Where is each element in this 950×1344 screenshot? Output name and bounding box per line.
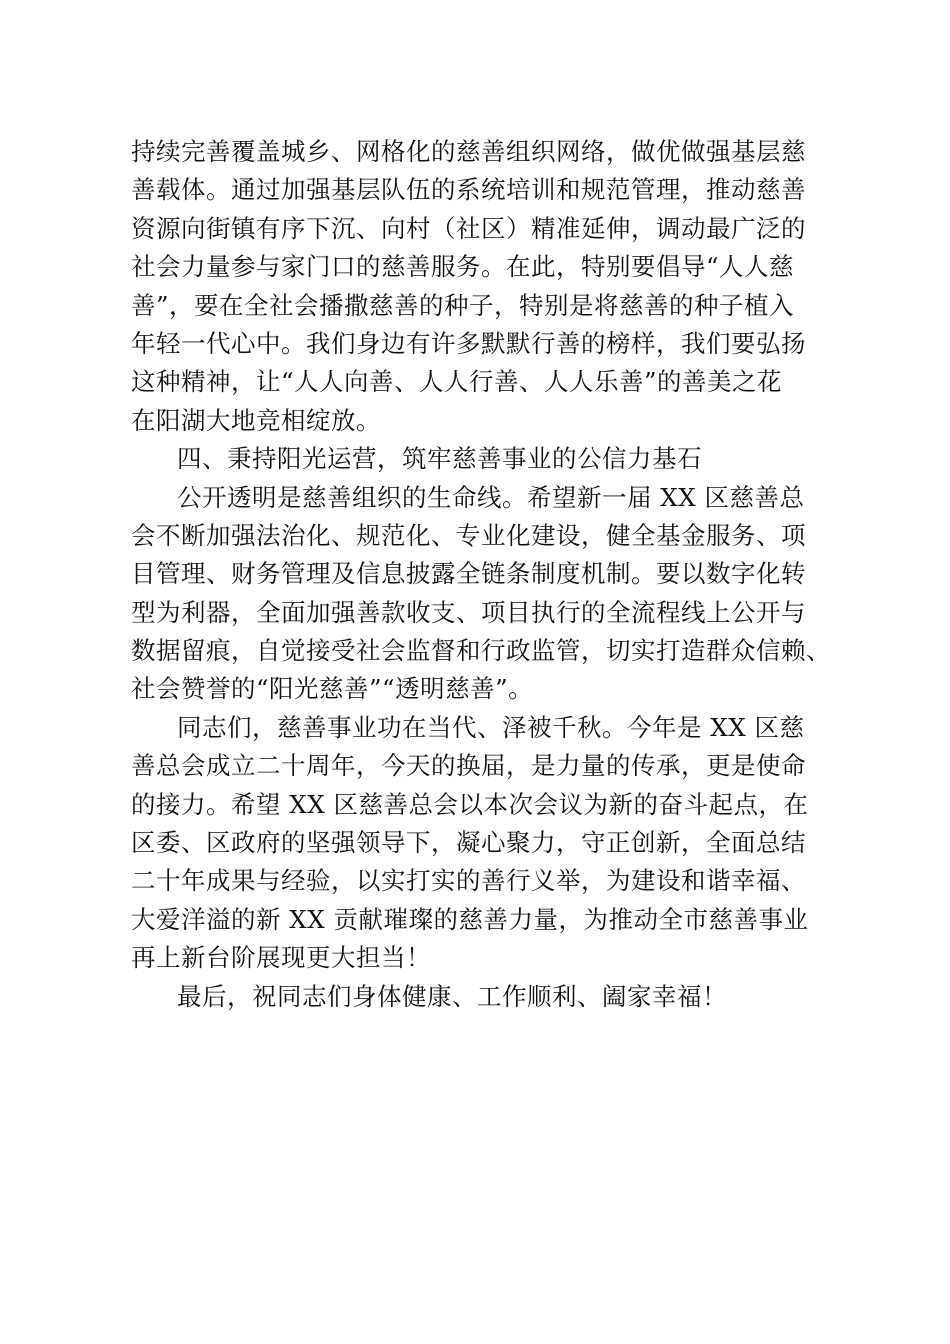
- text-line: 善”，要在全社会播撒慈善的种子，特别是将慈善的种子植入: [131, 290, 795, 320]
- paragraph-closing: [131, 709, 826, 978]
- text-line: 在阳湖大地竞相绽放。: [131, 405, 381, 435]
- text-line: 社会力量参与家门口的慈善服务。在此，特别要倡导“人人慈: [131, 252, 795, 282]
- text-line: 大爱洋溢的新 XX 贡献璀璨的慈善力量，为推动全市慈善事业: [131, 904, 809, 934]
- text-line: 数据留痕，自觉接受社会监督和行政监管，切实打造群众信赖、: [131, 636, 831, 666]
- text-line: 社会赞誉的“阳光慈善”“透明慈善”。: [131, 674, 534, 704]
- text-line: 善载体。通过加强基层队伍的系统培训和规范管理，推动慈善: [131, 175, 806, 205]
- text-line: 最后，祝同志们身体健康、工作顺利、阖家幸福！: [177, 981, 727, 1011]
- text-line: 善总会成立二十周年，今天的换届，是力量的传承，更是使命: [131, 751, 806, 781]
- paragraph-transparency: [131, 479, 831, 709]
- text-line: 这种精神，让“人人向善、人人行善、人人乐善”的善美之花: [131, 367, 783, 397]
- paragraph-wishes: [131, 978, 826, 1016]
- text-line: 的接力。希望 XX 区慈善总会以本次会议为新的奋斗起点，在: [131, 789, 809, 819]
- text-line: 型为利器，全面加强善款收支、项目执行的全流程线上公开与: [131, 597, 806, 627]
- document-body: [131, 133, 831, 1016]
- section-heading: [131, 440, 826, 478]
- text-line: 再上新台阶展现更大担当！: [131, 943, 431, 973]
- text-line: 年轻一代心中。我们身边有许多默默行善的榜样，我们要弘扬: [131, 328, 806, 358]
- text-line: 公开透明是慈善组织的生命线。希望新一届 XX 区慈善总: [177, 482, 805, 512]
- text-line: 区委、区政府的坚强领导下，凝心聚力，守正创新，全面总结: [131, 828, 806, 858]
- text-line: 二十年成果与经验，以实打实的善行义举，为建设和谐幸福、: [131, 866, 806, 896]
- heading-line: 四、秉持阳光运营，筑牢慈善事业的公信力基石: [177, 444, 702, 474]
- text-line: 资源向街镇有序下沉、向村（社区）精准延伸，调动最广泛的: [131, 213, 806, 243]
- text-line: 同志们，慈善事业功在当代、泽被千秋。今年是 XX 区慈: [177, 712, 805, 742]
- text-line: 持续完善覆盖城乡、网格化的慈善组织网络，做优做强基层慈: [131, 137, 806, 166]
- text-line: 会不断加强法治化、规范化、专业化建设，健全基金服务、项: [131, 520, 806, 550]
- paragraph-continuation: [131, 133, 826, 440]
- text-line: 目管理、财务管理及信息披露全链条制度机制。要以数字化转: [131, 559, 806, 589]
